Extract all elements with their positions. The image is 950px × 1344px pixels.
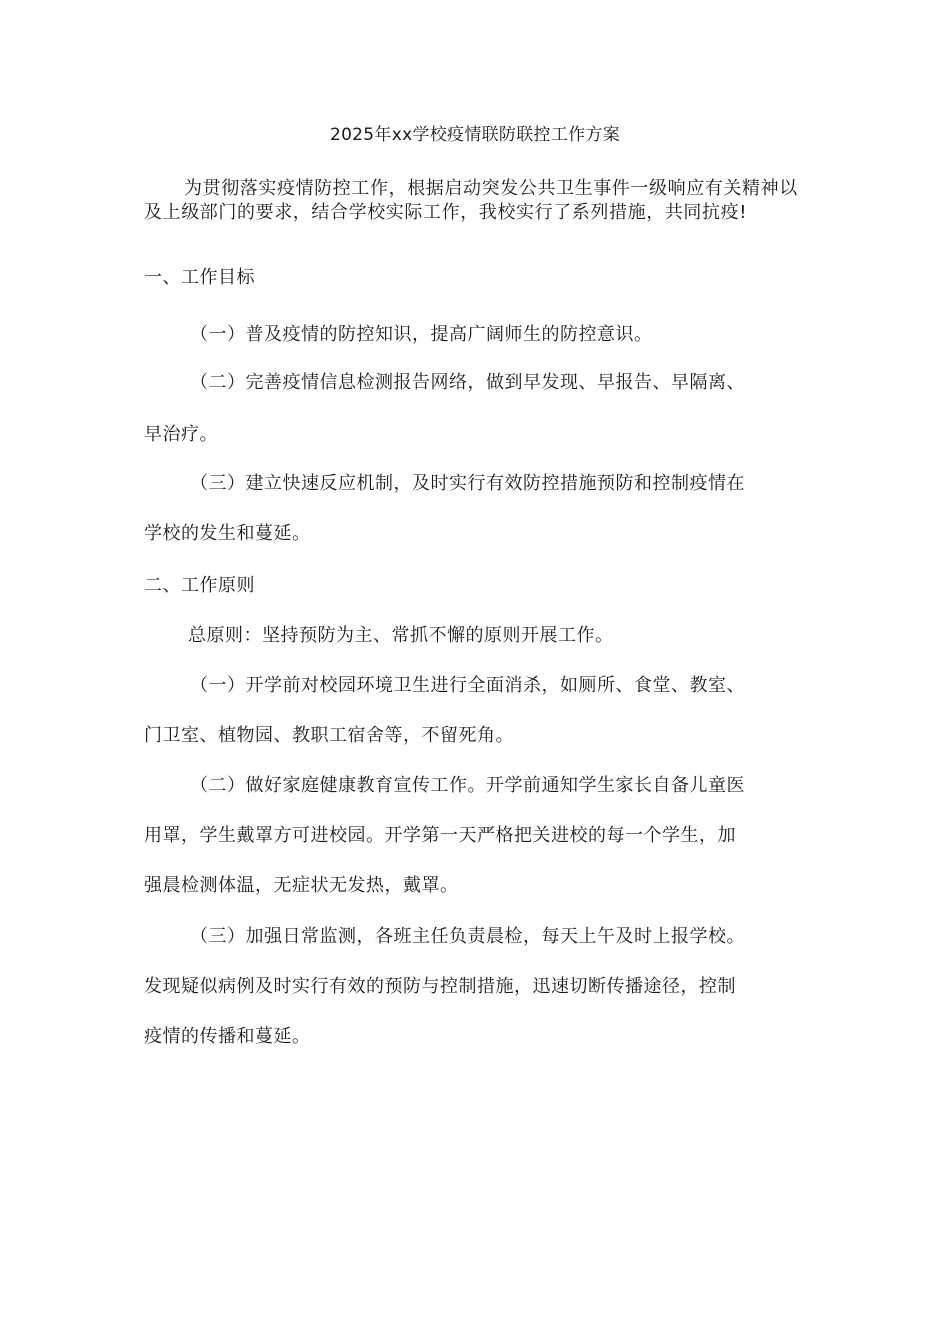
section2-item3-line1: （三）加强日常监测，各班主任负责晨检，每天上午及时上报学校。 bbox=[190, 926, 745, 947]
section1-item2-line1: （二）完善疫情信息检测报告网络，做到早发现、早报告、早隔离、 bbox=[190, 372, 745, 393]
section2-principle: 总原则：坚持预防为主、常抓不懈的原则开展工作。 bbox=[188, 625, 614, 646]
section1-item1: （一）普及疫情的防控知识，提高广阔师生的防控意识。 bbox=[190, 324, 653, 345]
section2-heading: 二、工作原则 bbox=[144, 575, 255, 596]
section2-item2-line2: 用罩，学生戴罩方可进校园。开学第一天严格把关进校的每一个学生，加 bbox=[144, 825, 736, 846]
document-title: 2025年xx学校疫情联防联控工作方案 bbox=[329, 125, 621, 145]
section2-item3-line3: 疫情的传播和蔓延。 bbox=[144, 1026, 311, 1047]
intro-paragraph: 为贯彻落实疫情防控工作，根据启动突发公共卫生事件一级响应有关精神以及上级部门的要求，结合学校实际工作，我校实行了系列措施，共同抗疫! bbox=[144, 178, 798, 223]
section2-item1-line1: （一）开学前对校园环境卫生进行全面消杀，如厕所、食堂、教室、 bbox=[190, 675, 745, 696]
section2-item2-line1: （二）做好家庭健康教育宣传工作。开学前通知学生家长自备儿童医 bbox=[190, 775, 745, 796]
section2-item1-line2: 门卫室、植物园、教职工宿舍等，不留死角。 bbox=[144, 725, 514, 746]
section1-item2-line2: 早治疗。 bbox=[144, 424, 218, 445]
section2-item2-line3: 强晨检测体温，无症状无发热，戴罩。 bbox=[144, 875, 459, 896]
section1-item3-line1: （三）建立快速反应机制，及时实行有效防控措施预防和控制疫情在 bbox=[190, 473, 745, 494]
section1-heading: 一、工作目标 bbox=[144, 267, 255, 288]
section2-item3-line2: 发现疑似病例及时实行有效的预防与控制措施，迅速切断传播途径，控制 bbox=[144, 976, 736, 997]
section1-item3-line2: 学校的发生和蔓延。 bbox=[144, 523, 311, 544]
